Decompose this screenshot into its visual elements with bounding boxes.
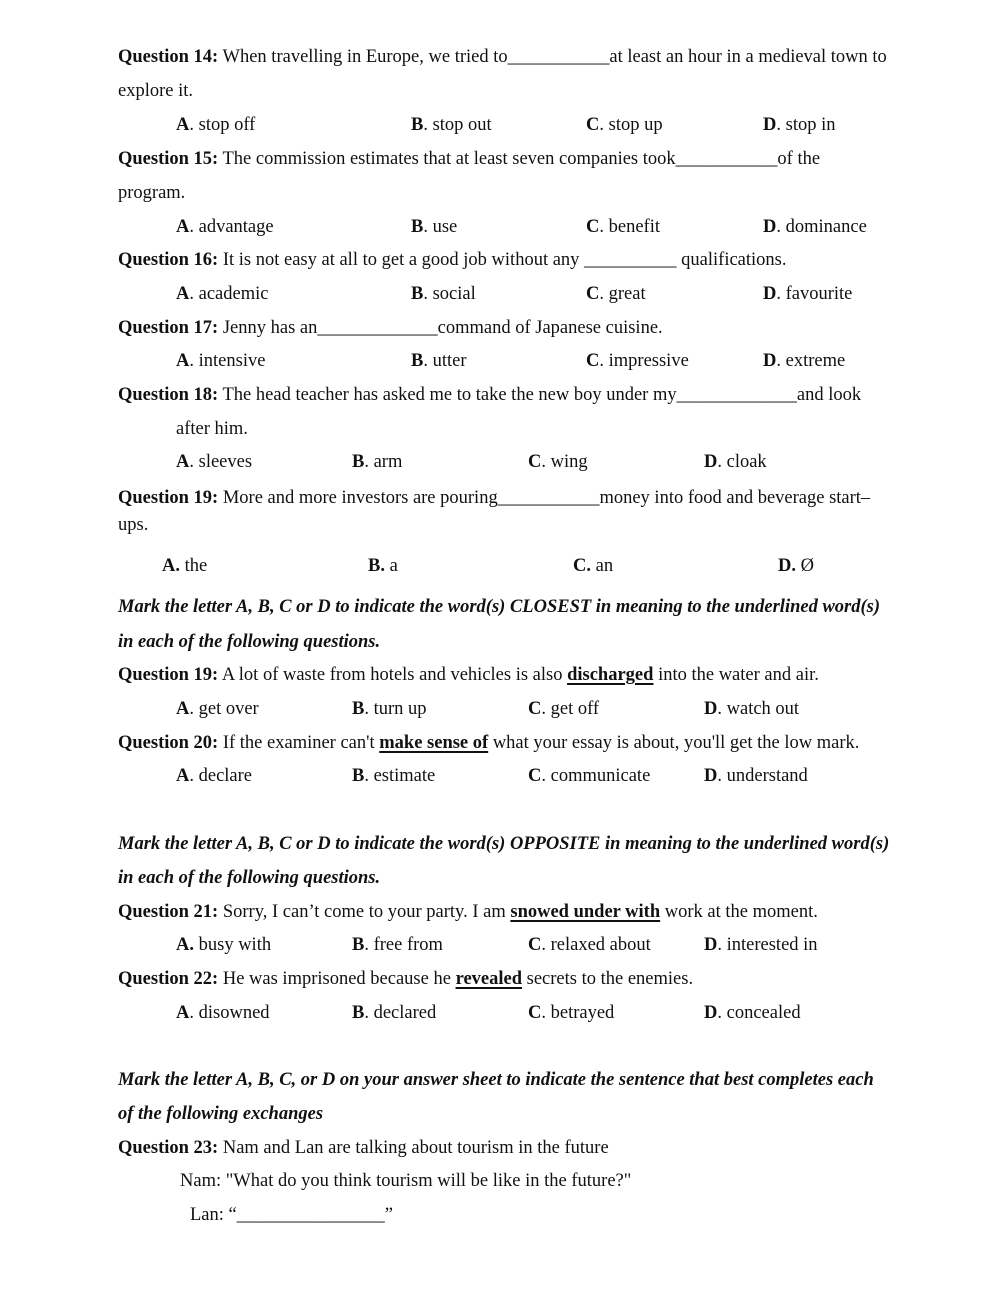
question-label: Question 15: — [118, 149, 219, 169]
answer-blank: ___________ — [497, 488, 600, 508]
question-text: of the — [777, 149, 821, 169]
option-d[interactable]: D. cloak — [704, 452, 767, 472]
underlined-word: revealed — [455, 969, 523, 989]
answer-blank: ___________ — [675, 149, 778, 169]
question-15-continuation: program. — [118, 183, 186, 203]
option-b[interactable]: B. estimate — [352, 766, 436, 786]
question-label: Question 23: — [118, 1138, 219, 1158]
underlined-word: make sense of — [379, 733, 489, 753]
option-a[interactable]: A. advantage — [176, 217, 274, 237]
question-22-stem — [118, 970, 940, 989]
question-15-stem — [118, 150, 940, 169]
option-a[interactable]: A. get over — [176, 699, 259, 719]
option-c[interactable]: C. wing — [528, 452, 588, 472]
question-text: Sorry, I can’t come to your party. I am — [218, 902, 511, 922]
question-label: Question 14: — [118, 47, 219, 67]
question-19-stem — [118, 489, 940, 508]
option-d[interactable]: D. stop in — [763, 115, 836, 135]
question-text: work at the moment. — [660, 902, 818, 922]
option-a[interactable]: A. intensive — [176, 351, 266, 371]
underlined-word: snowed under with — [510, 902, 661, 922]
instruction-closest-cont: in each of the following questions. — [118, 632, 381, 652]
question-text: When travelling in Europe, we tried to — [218, 47, 508, 67]
question-text: The head teacher has asked me to take the new boy under my — [218, 385, 677, 405]
instruction-exchange-cont: of the following exchanges — [118, 1104, 324, 1124]
question-21-stem — [118, 903, 940, 922]
question-19b-stem — [118, 666, 940, 685]
question-text: into the water and air. — [653, 665, 819, 685]
option-b[interactable]: B. turn up — [352, 699, 427, 719]
underlined-word: discharged — [567, 665, 654, 685]
option-d[interactable]: D. watch out — [704, 699, 800, 719]
option-d[interactable]: D. understand — [704, 766, 808, 786]
answer-blank: ___________ — [507, 47, 610, 67]
option-b[interactable]: B. a — [368, 556, 398, 576]
option-a[interactable]: A. busy with — [176, 935, 272, 955]
question-text: The commission estimates that at least seven companies took — [218, 149, 676, 169]
question-14-stem — [118, 48, 940, 67]
option-d[interactable]: D. concealed — [704, 1003, 801, 1023]
question-16-stem — [118, 251, 940, 270]
option-d[interactable]: D. favourite — [763, 284, 853, 304]
instruction-closest: Mark the letter A, B, C or D to indicate the word(s) CLOSEST in meaning to the underlined word(s) — [118, 597, 881, 617]
question-text: Nam and Lan are talking about tourism in the future — [218, 1138, 609, 1158]
question-label: Question 19: — [118, 488, 219, 508]
question-label: Question 17: — [118, 318, 219, 338]
option-c[interactable]: C. get off — [528, 699, 600, 719]
option-b[interactable]: B. social — [411, 284, 476, 304]
option-c[interactable]: C. betrayed — [528, 1003, 615, 1023]
question-text: Jenny has an — [218, 318, 318, 338]
question-text: If the examiner can't — [218, 733, 380, 753]
answer-blank: _____________ — [317, 318, 438, 338]
question-18-stem — [118, 386, 940, 405]
question-20-stem — [118, 734, 940, 753]
option-b[interactable]: B. utter — [411, 351, 467, 371]
option-c[interactable]: C. benefit — [586, 217, 660, 237]
option-c[interactable]: C. communicate — [528, 766, 651, 786]
question-text: He was imprisoned because he — [218, 969, 456, 989]
instruction-opposite: Mark the letter A, B, C or D to indicate the word(s) OPPOSITE in meaning to the underlined word(s) — [118, 834, 890, 854]
question-18-continuation: after him. — [176, 419, 248, 439]
question-text: money into food and beverage start– — [599, 488, 871, 508]
question-14-continuation: explore it. — [118, 81, 194, 101]
option-c[interactable]: C. stop up — [586, 115, 663, 135]
option-d[interactable]: D. extreme — [763, 351, 846, 371]
question-text: command of Japanese cuisine. — [437, 318, 663, 338]
option-a[interactable]: A. disowned — [176, 1003, 270, 1023]
question-text: what your essay is about, you'll get the low mark. — [488, 733, 860, 753]
question-label: Question 18: — [118, 385, 219, 405]
question-label: Question 20: — [118, 733, 219, 753]
option-a[interactable]: A. the — [162, 556, 208, 576]
instruction-opposite-cont: in each of the following questions. — [118, 868, 381, 888]
option-b[interactable]: B. declared — [352, 1003, 437, 1023]
option-b[interactable]: B. use — [411, 217, 458, 237]
option-d[interactable]: D. Ø — [778, 556, 814, 576]
option-b[interactable]: B. arm — [352, 452, 403, 472]
question-text: It is not easy at all to get a good job without any — [218, 250, 585, 270]
question-label: Question 19: — [118, 665, 219, 685]
question-17-stem — [118, 319, 940, 338]
question-text: and look — [796, 385, 862, 405]
question-text: qualifications. — [676, 250, 787, 270]
option-a[interactable]: A. declare — [176, 766, 253, 786]
question-23-stem — [118, 1139, 940, 1158]
answer-blank: _____________ — [676, 385, 797, 405]
question-label: Question 21: — [118, 902, 219, 922]
option-a[interactable]: A. stop off — [176, 115, 256, 135]
option-c[interactable]: C. impressive — [586, 351, 689, 371]
option-b[interactable]: B. stop out — [411, 115, 492, 135]
option-a[interactable]: A. sleeves — [176, 452, 253, 472]
option-c[interactable]: C. relaxed about — [528, 935, 651, 955]
option-c[interactable]: C. great — [586, 284, 646, 304]
dialogue-lan: Lan: “________________” — [190, 1205, 393, 1225]
instruction-exchange: Mark the letter A, B, C, or D on your answer sheet to indicate the sentence that best completes each — [118, 1070, 874, 1090]
question-text: secrets to the enemies. — [522, 969, 694, 989]
question-label: Question 22: — [118, 969, 219, 989]
question-text: at least an hour in a medieval town to — [609, 47, 887, 67]
dialogue-nam: Nam: "What do you think tourism will be like in the future?" — [180, 1171, 632, 1191]
option-a[interactable]: A. academic — [176, 284, 269, 304]
question-19-continuation: ups. — [118, 515, 149, 535]
option-c[interactable]: C. an — [573, 556, 614, 576]
option-d[interactable]: D. dominance — [763, 217, 867, 237]
question-label: Question 16: — [118, 250, 219, 270]
question-text: A lot of waste from hotels and vehicles is also — [218, 665, 568, 685]
option-b[interactable]: B. free from — [352, 935, 443, 955]
answer-blank: __________ — [584, 250, 677, 270]
option-d[interactable]: D. interested in — [704, 935, 818, 955]
question-text: More and more investors are pouring — [218, 488, 498, 508]
